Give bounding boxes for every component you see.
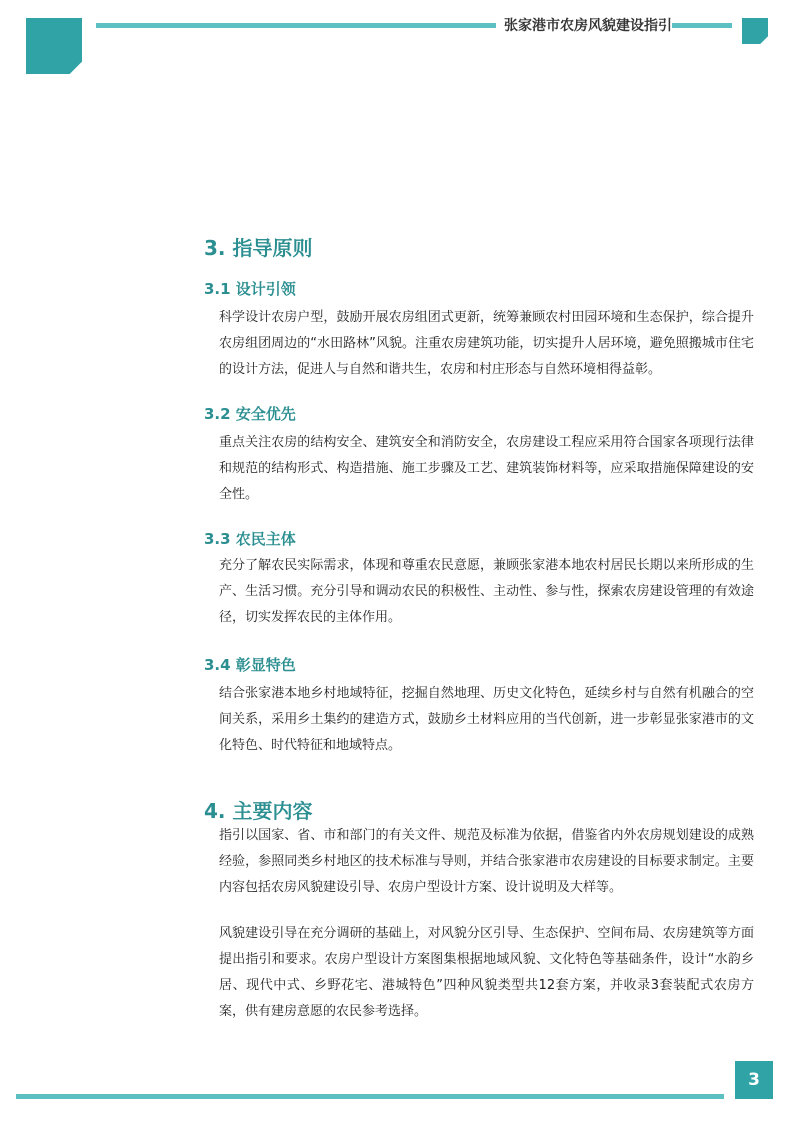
paragraph-4-2: 风貌建设引导在充分调研的基础上，对风貌分区引导、生态保护、空间布局、农房建筑等方面提出指引和要求。农房户型设计方案图集根据地域风貌、文化特色等基础条件，设计“水韵乡居、现代中式、乡野花宅、港城特色”四种风貌类型共12套方案，并收录3套装配式农房方案，供有建房意愿的农民参考选择。 — [219, 926, 754, 1019]
subsection-heading-3-4: 3.4 彰显特色 — [204, 656, 296, 674]
paragraph-3-3: 充分了解农民实际需求，体现和尊重农民意愿，兼顾张家港本地农村居民长期以来所形成的生产、生活习惯。充分引导和调动农民的积极性、主动性、参与性，探索农房建设管理的有效途径，切实发挥农民的主体作用。 — [219, 558, 754, 625]
header-rule-right — [672, 23, 732, 28]
section-heading-3: 3. 指导原则 — [204, 236, 313, 260]
paragraph-3-2: 重点关注农房的结构安全、建筑安全和消防安全，农房建设工程应采用符合国家各项现行法律和规范的结构形式、构造措施、施工步骤及工艺、建筑装饰材料等，应采取措施保障建设的安全性。 — [219, 435, 754, 502]
subsection-heading-3-3: 3.3 农民主体 — [204, 530, 296, 548]
header-rule — [96, 23, 496, 28]
corner-decoration-top-right — [742, 18, 768, 44]
page-number-badge: 3 — [735, 1061, 773, 1099]
paragraph-3-4: 结合张家港本地乡村地域特征，挖掘自然地理、历史文化特色，延续乡村与自然有机融合的空间关系，采用乡土集约的建造方式，鼓励乡土材料应用的当代创新，进一步彰显张家港市的文化特色、时代特征和地域特点。 — [219, 686, 754, 753]
corner-decoration-top-left — [26, 18, 82, 74]
paragraph-3-1: 科学设计农房户型，鼓励开展农房组团式更新，统筹兼顾农村田园环境和生态保护，综合提升农房组团周边的“水田路林”风貌。注重农房建筑功能，切实提升人居环境，避免照搬城市住宅的设计方法，促进人与自然和谐共生，农房和村庄形态与自然环境相得益彰。 — [219, 310, 754, 377]
document-title: 张家港市农房风貌建设指引 — [504, 18, 672, 34]
subsection-heading-3-1: 3.1 设计引领 — [204, 280, 296, 298]
subsection-heading-3-2: 3.2 安全优先 — [204, 405, 296, 423]
section-heading-4: 4. 主要内容 — [204, 799, 313, 823]
footer-rule — [16, 1094, 724, 1099]
paragraph-4-1: 指引以国家、省、市和部门的有关文件、规范及标准为依据，借鉴省内外农房规划建设的成熟经验，参照同类乡村地区的技术标准与导则，并结合张家港市农房建设的目标要求制定。主要内容包括农房风貌建设引导、农房户型设计方案、设计说明及大样等。 — [219, 828, 754, 895]
